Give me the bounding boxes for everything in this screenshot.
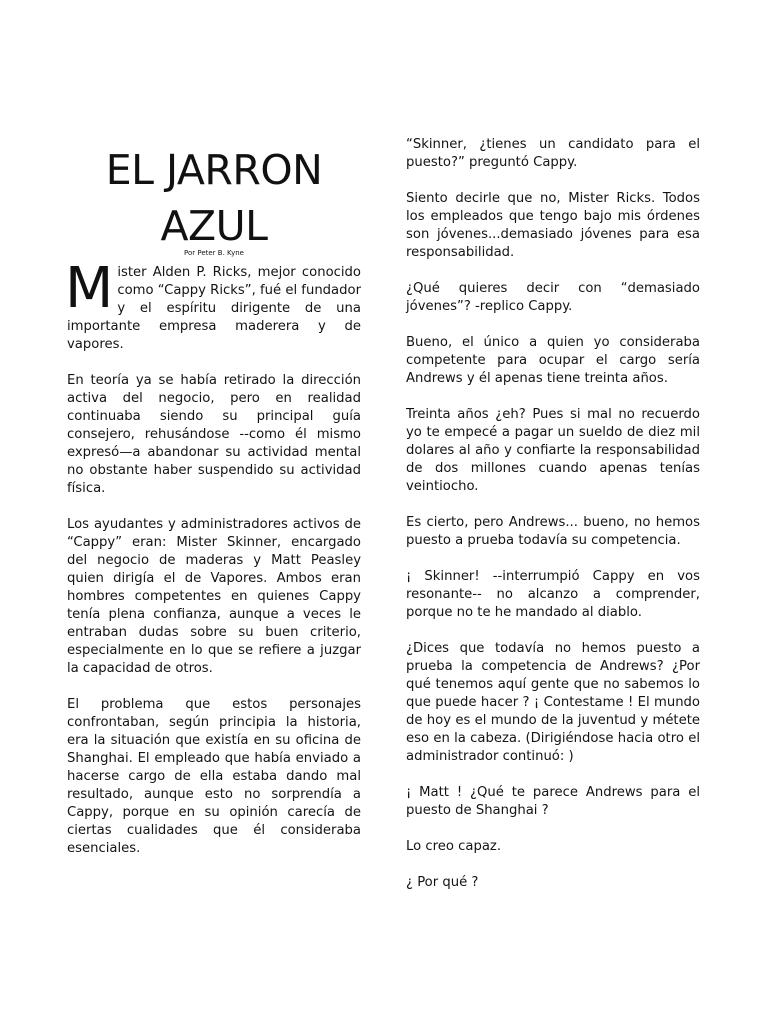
dialogue-paragraph: ¿Qué quieres decir con “demasiado jóvenes”? -replico Cappy. [406, 281, 700, 314]
dialogue-paragraph: Treinta años ¿eh? Pues si mal no recuerdo yo te empecé a pagar un sueldo de diez mil dolares al año y confiarte la responsabilidad de dos millones cuando apenas tenías veintiocho. [406, 407, 700, 494]
title-line-2: AZUL [160, 202, 268, 250]
dialogue-paragraph: Siento decirle que no, Mister Ricks. Todos los empleados que tengo bajo mis órdenes son jóvenes...demasiado jóvenes para esa responsabilidad. [406, 191, 700, 260]
left-column [67, 142, 361, 876]
drop-cap: M [65, 256, 114, 321]
dialogue-paragraph: “Skinner, ¿tienes un candidato para el puesto?” preguntó Cappy. [406, 137, 700, 170]
paragraph-1 [65, 256, 361, 354]
dialogue-paragraph: ¿ Por qué ? [406, 875, 479, 890]
article-title [67, 142, 361, 254]
title-line-1: EL JARRON [105, 146, 323, 194]
paragraph-3: Los ayudantes y administradores activos de “Cappy” eran: Mister Skinner, encargado del negocio de maderas y Matt Peasley quien dirigía el de Vapores. Ambos eran hombres competentes en quienes Cappy tenía plena confianza, aunque a veces le entraban dudas sobre su buen criterio, especialmente en lo que se refiere a juzgar la capacidad de otros. [67, 517, 361, 676]
paragraph-4: El problema que estos personajes confrontaban, según principia la historia, era la situación que existía en su oficina de Shanghai. El empleado que había enviado a hacerse cargo de ella estaba dando mal resultado, aunque esto no sorprendía a Cappy, porque en su opinión carecía de ciertas cualidades que él consideraba esenciales. [67, 697, 361, 856]
dialogue-paragraph: ¡ Skinner! --interrumpió Cappy en vos resonante-- no alcanzo a comprender, porque no te he mandado al diablo. [406, 569, 700, 620]
right-column [406, 136, 700, 910]
dialogue-paragraph: Lo creo capaz. [406, 839, 502, 854]
dialogue-paragraph: ¿Dices que todavía no hemos puesto a prueba la competencia de Andrews? ¿Por qué tenemos aquí gente que no sabemos lo que puede hacer ? ¡ Contestame ! El mundo de hoy es el mundo de la juventud y métete eso en la cabeza. (Dirigiéndose hacia otro el administrador continuó: ) [406, 641, 700, 764]
paragraph-2: En teoría ya se había retirado la dirección activa del negocio, pero en realidad continuaba siendo su principal guía consejero, rehusándose --como él mismo expresó—a abandonar su actividad mental no obstante haber suspendido su actividad física. [67, 373, 361, 496]
paragraph-1-text: ister Alden P. Ricks, mejor conocido como “Cappy Ricks”, fué el fundador y el espíritu dirigente de una importante empresa maderera y de vapores. [67, 265, 361, 352]
dialogue-paragraph: Bueno, el único a quien yo consideraba competente para ocupar el cargo sería Andrews y él apenas tiene treinta años. [406, 335, 700, 386]
dialogue-paragraph: Es cierto, pero Andrews... bueno, no hemos puesto a prueba todavía su competencia. [406, 515, 700, 548]
byline: Por Peter B. Kyne [183, 249, 244, 257]
dialogue-paragraph: ¡ Matt ! ¿Qué te parece Andrews para el puesto de Shanghai ? [406, 785, 700, 818]
